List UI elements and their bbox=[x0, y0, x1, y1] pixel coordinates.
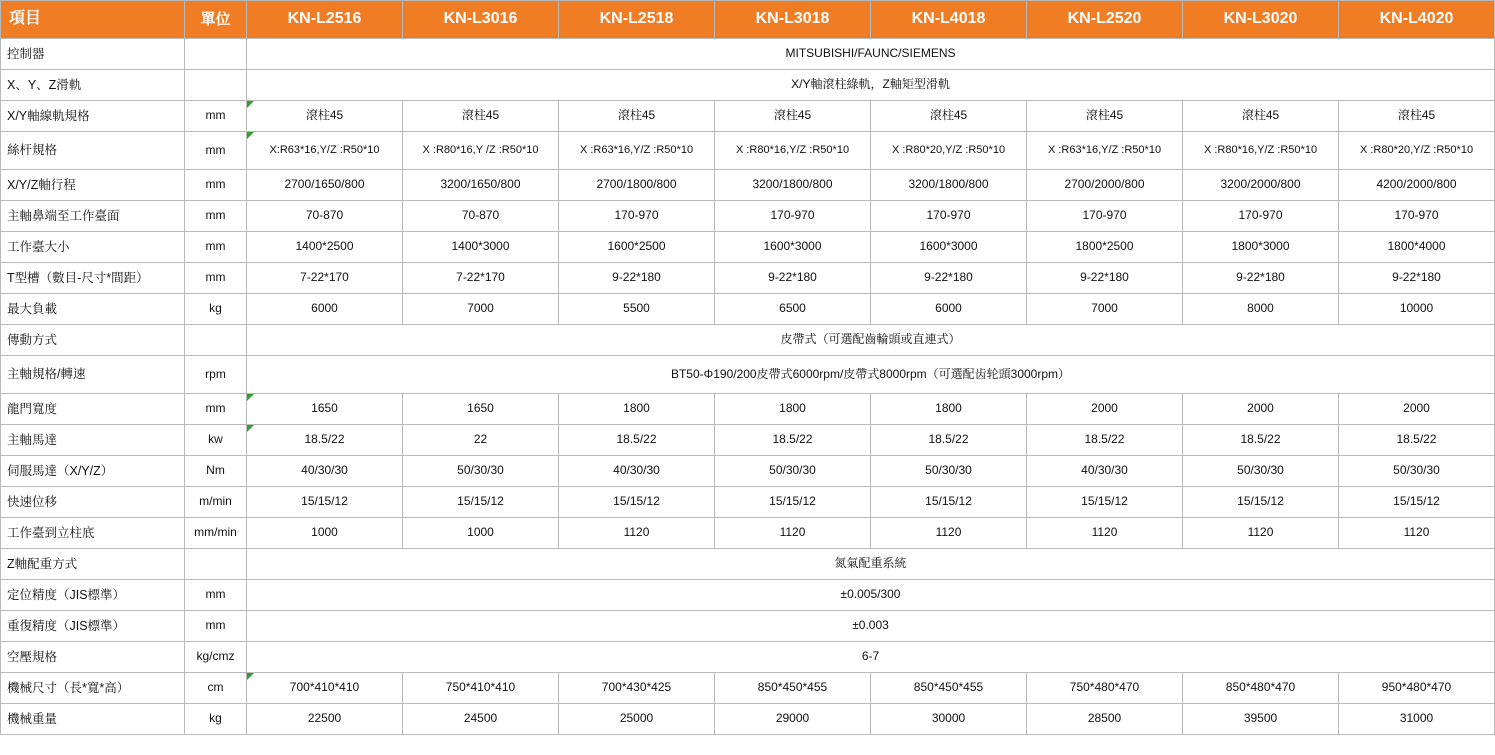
row-unit: mm bbox=[185, 611, 247, 642]
table-header-row bbox=[1, 1, 1495, 39]
row-value: 50/30/30 bbox=[403, 456, 559, 487]
row-label: T型槽（數目-尺寸*間距） bbox=[1, 263, 185, 294]
row-value: 9-22*180 bbox=[715, 263, 871, 294]
row-value: 7000 bbox=[1027, 294, 1183, 325]
row-value: 2000 bbox=[1183, 394, 1339, 425]
row-value: 850*450*455 bbox=[871, 673, 1027, 704]
row-value: 700*430*425 bbox=[559, 673, 715, 704]
row-label: 主軸鼻端至工作臺面 bbox=[1, 201, 185, 232]
row-value: 22500 bbox=[247, 704, 403, 735]
row-label: 控制器 bbox=[1, 39, 185, 70]
row-value: 4200/2000/800 bbox=[1339, 170, 1495, 201]
row-value: 5500 bbox=[559, 294, 715, 325]
row-label: 最大負載 bbox=[1, 294, 185, 325]
row-unit: mm bbox=[185, 232, 247, 263]
table-row bbox=[1, 294, 1495, 325]
row-value: 1800 bbox=[715, 394, 871, 425]
row-value: 滾柱45 bbox=[1339, 101, 1495, 132]
row-value: 1120 bbox=[1339, 518, 1495, 549]
row-value: X :R80*16,Y/Z :R50*10 bbox=[715, 132, 871, 170]
row-value: 18.5/22 bbox=[715, 425, 871, 456]
row-value: 70-870 bbox=[403, 201, 559, 232]
row-label: 機械尺寸（長*寬*高） bbox=[1, 673, 185, 704]
row-unit: mm bbox=[185, 394, 247, 425]
row-label: 絲杆規格 bbox=[1, 132, 185, 170]
row-unit: rpm bbox=[185, 356, 247, 394]
table-row bbox=[1, 673, 1495, 704]
row-unit: mm bbox=[185, 201, 247, 232]
row-unit: kg bbox=[185, 704, 247, 735]
table-row bbox=[1, 425, 1495, 456]
table-row bbox=[1, 704, 1495, 735]
table-row bbox=[1, 549, 1495, 580]
table-header bbox=[1, 1, 1495, 39]
row-label: 定位精度（JIS標準） bbox=[1, 580, 185, 611]
row-value: 18.5/22 bbox=[559, 425, 715, 456]
row-value: 1120 bbox=[1027, 518, 1183, 549]
row-unit: kg/cmz bbox=[185, 642, 247, 673]
row-value: 9-22*180 bbox=[1183, 263, 1339, 294]
row-value: 950*480*470 bbox=[1339, 673, 1495, 704]
row-value: 31000 bbox=[1339, 704, 1495, 735]
row-value: 7-22*170 bbox=[403, 263, 559, 294]
table-row bbox=[1, 487, 1495, 518]
row-unit: mm/min bbox=[185, 518, 247, 549]
row-unit: Nm bbox=[185, 456, 247, 487]
row-value: 1600*2500 bbox=[559, 232, 715, 263]
row-value: 1800*3000 bbox=[1183, 232, 1339, 263]
row-value: 15/15/12 bbox=[1339, 487, 1495, 518]
row-value: 1400*2500 bbox=[247, 232, 403, 263]
row-value: 1120 bbox=[715, 518, 871, 549]
row-value: 1600*3000 bbox=[715, 232, 871, 263]
row-label: 主軸馬達 bbox=[1, 425, 185, 456]
row-value: 15/15/12 bbox=[559, 487, 715, 518]
row-value: 70-870 bbox=[247, 201, 403, 232]
row-value: 1600*3000 bbox=[871, 232, 1027, 263]
row-value: 1120 bbox=[1183, 518, 1339, 549]
row-value: 1400*3000 bbox=[403, 232, 559, 263]
table-row bbox=[1, 356, 1495, 394]
row-value: 9-22*180 bbox=[559, 263, 715, 294]
row-value: X :R63*16,Y/Z :R50*10 bbox=[559, 132, 715, 170]
row-unit bbox=[185, 39, 247, 70]
column-header-model-1: KN-L2516 bbox=[247, 1, 403, 39]
row-value: 滾柱45 bbox=[403, 101, 559, 132]
row-value: 170-970 bbox=[1183, 201, 1339, 232]
row-unit: mm bbox=[185, 101, 247, 132]
row-value: 170-970 bbox=[559, 201, 715, 232]
row-value: 1650 bbox=[247, 394, 403, 425]
row-value: 1000 bbox=[247, 518, 403, 549]
row-value: 7-22*170 bbox=[247, 263, 403, 294]
row-value: 15/15/12 bbox=[1027, 487, 1183, 518]
row-label: 空壓規格 bbox=[1, 642, 185, 673]
table-row bbox=[1, 201, 1495, 232]
row-value: 1650 bbox=[403, 394, 559, 425]
row-value: X :R63*16,Y/Z :R50*10 bbox=[1027, 132, 1183, 170]
row-value: 15/15/12 bbox=[871, 487, 1027, 518]
row-value: 29000 bbox=[715, 704, 871, 735]
row-unit: cm bbox=[185, 673, 247, 704]
row-value: 50/30/30 bbox=[1339, 456, 1495, 487]
row-value: 3200/2000/800 bbox=[1183, 170, 1339, 201]
row-merged-value: ±0.003 bbox=[247, 611, 1495, 642]
row-value: 18.5/22 bbox=[1183, 425, 1339, 456]
row-merged-value: 氮氣配重系統 bbox=[247, 549, 1495, 580]
column-header-model-8: KN-L4020 bbox=[1339, 1, 1495, 39]
row-value: 滾柱45 bbox=[1027, 101, 1183, 132]
row-value: 18.5/22 bbox=[871, 425, 1027, 456]
table-row bbox=[1, 325, 1495, 356]
row-value: 9-22*180 bbox=[1339, 263, 1495, 294]
row-value: 1800*2500 bbox=[1027, 232, 1183, 263]
row-value: 2700/2000/800 bbox=[1027, 170, 1183, 201]
row-value: 1800 bbox=[559, 394, 715, 425]
table-row bbox=[1, 39, 1495, 70]
row-unit: mm bbox=[185, 132, 247, 170]
row-unit bbox=[185, 70, 247, 101]
column-header-model-3: KN-L2518 bbox=[559, 1, 715, 39]
row-merged-value: MITSUBISHI/FAUNC/SIEMENS bbox=[247, 39, 1495, 70]
column-header-model-6: KN-L2520 bbox=[1027, 1, 1183, 39]
row-value: 6000 bbox=[871, 294, 1027, 325]
row-value: 170-970 bbox=[715, 201, 871, 232]
row-value: 50/30/30 bbox=[715, 456, 871, 487]
row-value: 40/30/30 bbox=[247, 456, 403, 487]
row-value: 2700/1650/800 bbox=[247, 170, 403, 201]
row-value: 170-970 bbox=[1027, 201, 1183, 232]
column-header-item: 項目 bbox=[1, 1, 185, 39]
row-value: 850*480*470 bbox=[1183, 673, 1339, 704]
table-row bbox=[1, 132, 1495, 170]
row-value: 30000 bbox=[871, 704, 1027, 735]
row-label: 重復精度（JIS標準） bbox=[1, 611, 185, 642]
row-label: 工作臺大小 bbox=[1, 232, 185, 263]
row-value: 滾柱45 bbox=[559, 101, 715, 132]
row-label: Z軸配重方式 bbox=[1, 549, 185, 580]
row-value: 18.5/22 bbox=[247, 425, 403, 456]
table-row bbox=[1, 518, 1495, 549]
row-value: X :R80*20,Y/Z :R50*10 bbox=[871, 132, 1027, 170]
row-value: 8000 bbox=[1183, 294, 1339, 325]
table-row bbox=[1, 611, 1495, 642]
row-value: 6000 bbox=[247, 294, 403, 325]
row-value: 15/15/12 bbox=[715, 487, 871, 518]
row-value: 7000 bbox=[403, 294, 559, 325]
row-value: 10000 bbox=[1339, 294, 1495, 325]
table-row bbox=[1, 70, 1495, 101]
row-value: 2000 bbox=[1339, 394, 1495, 425]
table-row bbox=[1, 263, 1495, 294]
row-value: 3200/1800/800 bbox=[715, 170, 871, 201]
row-value: 40/30/30 bbox=[1027, 456, 1183, 487]
row-value: 1800*4000 bbox=[1339, 232, 1495, 263]
row-value: 850*450*455 bbox=[715, 673, 871, 704]
row-unit: mm bbox=[185, 170, 247, 201]
row-value: 22 bbox=[403, 425, 559, 456]
row-value: X:R63*16,Y/Z :R50*10 bbox=[247, 132, 403, 170]
table-row bbox=[1, 394, 1495, 425]
column-header-model-5: KN-L4018 bbox=[871, 1, 1027, 39]
column-header-unit: 單位 bbox=[185, 1, 247, 39]
row-label: 快速位移 bbox=[1, 487, 185, 518]
column-header-model-7: KN-L3020 bbox=[1183, 1, 1339, 39]
row-unit: mm bbox=[185, 580, 247, 611]
row-label: 伺服馬達（X/Y/Z） bbox=[1, 456, 185, 487]
table-row bbox=[1, 101, 1495, 132]
row-merged-value: X/Y軸滾柱綠軌，Z軸矩型滑軌 bbox=[247, 70, 1495, 101]
table-row bbox=[1, 642, 1495, 673]
row-value: 15/15/12 bbox=[403, 487, 559, 518]
column-header-model-4: KN-L3018 bbox=[715, 1, 871, 39]
row-value: 滾柱45 bbox=[715, 101, 871, 132]
column-header-model-2: KN-L3016 bbox=[403, 1, 559, 39]
row-merged-value: ±0.005/300 bbox=[247, 580, 1495, 611]
row-value: 滾柱45 bbox=[1183, 101, 1339, 132]
row-value: 50/30/30 bbox=[871, 456, 1027, 487]
row-label: 機械重量 bbox=[1, 704, 185, 735]
row-value: 9-22*180 bbox=[1027, 263, 1183, 294]
row-unit bbox=[185, 549, 247, 580]
row-value: 1120 bbox=[871, 518, 1027, 549]
row-label: X、Y、Z滑軌 bbox=[1, 70, 185, 101]
row-value: 28500 bbox=[1027, 704, 1183, 735]
row-value: 750*480*470 bbox=[1027, 673, 1183, 704]
row-value: 170-970 bbox=[871, 201, 1027, 232]
table-row bbox=[1, 232, 1495, 263]
row-label: 主軸規格/轉速 bbox=[1, 356, 185, 394]
row-unit: kw bbox=[185, 425, 247, 456]
row-value: X :R80*16,Y/Z :R50*10 bbox=[1183, 132, 1339, 170]
row-value: 15/15/12 bbox=[1183, 487, 1339, 518]
row-value: X :R80*16,Y /Z :R50*10 bbox=[403, 132, 559, 170]
row-value: 1120 bbox=[559, 518, 715, 549]
row-value: 2000 bbox=[1027, 394, 1183, 425]
row-value: 50/30/30 bbox=[1183, 456, 1339, 487]
row-unit: mm bbox=[185, 263, 247, 294]
row-value: 滾柱45 bbox=[871, 101, 1027, 132]
row-value: 18.5/22 bbox=[1339, 425, 1495, 456]
row-unit: kg bbox=[185, 294, 247, 325]
row-value: 18.5/22 bbox=[1027, 425, 1183, 456]
row-label: 工作臺到立柱底 bbox=[1, 518, 185, 549]
row-value: 滾柱45 bbox=[247, 101, 403, 132]
row-value: 3200/1650/800 bbox=[403, 170, 559, 201]
table-body bbox=[1, 39, 1495, 735]
row-label: X/Y軸線軌規格 bbox=[1, 101, 185, 132]
table-row bbox=[1, 580, 1495, 611]
row-value: 170-970 bbox=[1339, 201, 1495, 232]
row-value: 40/30/30 bbox=[559, 456, 715, 487]
row-merged-value: BT50-Φ190/200皮帶式6000rpm/皮帶式8000rpm（可選配齿轮頭3000rpm） bbox=[247, 356, 1495, 394]
row-label: 傳動方式 bbox=[1, 325, 185, 356]
row-merged-value: 6-7 bbox=[247, 642, 1495, 673]
row-unit bbox=[185, 325, 247, 356]
row-value: 3200/1800/800 bbox=[871, 170, 1027, 201]
row-value: 39500 bbox=[1183, 704, 1339, 735]
table-row bbox=[1, 170, 1495, 201]
row-value: 9-22*180 bbox=[871, 263, 1027, 294]
row-value: X :R80*20,Y/Z :R50*10 bbox=[1339, 132, 1495, 170]
row-value: 1800 bbox=[871, 394, 1027, 425]
row-label: X/Y/Z軸行程 bbox=[1, 170, 185, 201]
row-value: 2700/1800/800 bbox=[559, 170, 715, 201]
row-value: 25000 bbox=[559, 704, 715, 735]
row-value: 6500 bbox=[715, 294, 871, 325]
row-merged-value: 皮帶式（可選配齒輪頭或直連式） bbox=[247, 325, 1495, 356]
row-value: 15/15/12 bbox=[247, 487, 403, 518]
row-value: 1000 bbox=[403, 518, 559, 549]
row-value: 750*410*410 bbox=[403, 673, 559, 704]
table-row bbox=[1, 456, 1495, 487]
row-value: 24500 bbox=[403, 704, 559, 735]
row-unit: m/min bbox=[185, 487, 247, 518]
row-label: 龍門寬度 bbox=[1, 394, 185, 425]
row-value: 700*410*410 bbox=[247, 673, 403, 704]
